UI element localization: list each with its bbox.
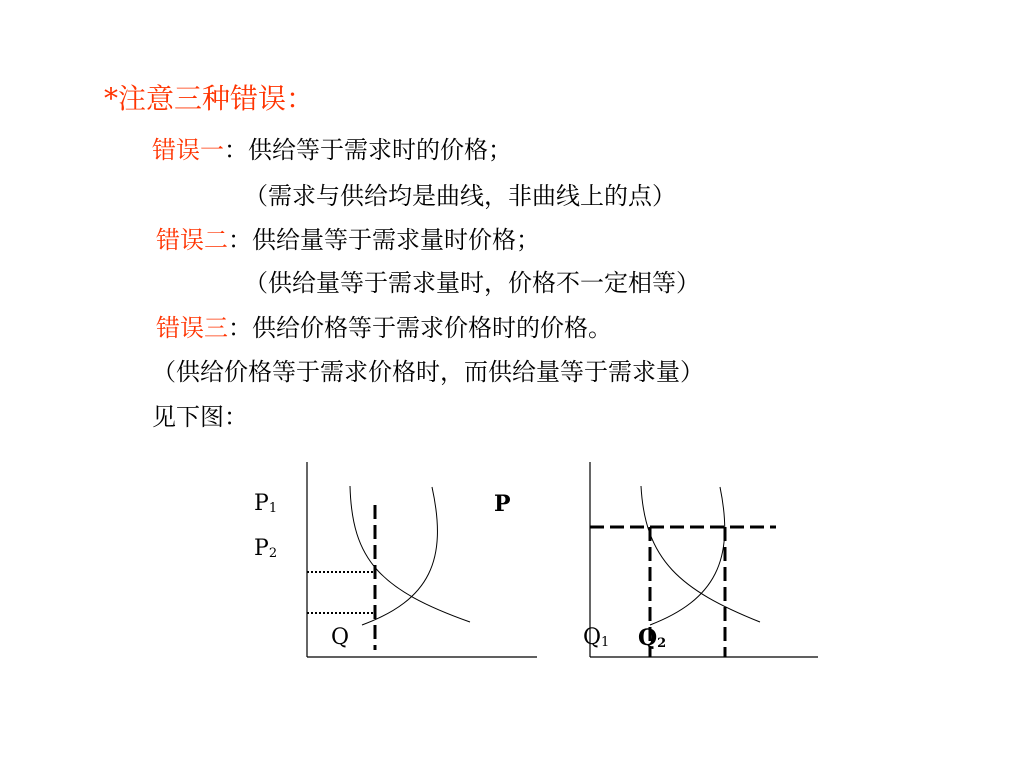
label-p1-sub: 1	[268, 501, 278, 516]
error-2-text: ：供给量等于需求量时价格；	[228, 226, 540, 254]
label-q2-main: Q	[638, 625, 658, 651]
left-demand-curve	[350, 486, 470, 622]
label-p2-sub: 2	[268, 546, 278, 561]
heading: *注意三种错误：	[104, 82, 315, 115]
label-p: P	[494, 491, 511, 517]
error-3-text: ：供给价格等于需求价格时的价格。	[228, 314, 612, 342]
right-demand-curve	[641, 486, 760, 622]
error-1-note: （需求与供给均是曲线，非曲线上的点）	[244, 182, 676, 210]
label-p2-main: P	[254, 536, 269, 561]
error-2-label: 错误二	[156, 226, 228, 254]
left-diagram	[307, 462, 537, 657]
error-1-text: ：供给等于需求时的价格；	[224, 136, 512, 164]
error-2-note: （供给量等于需求量时，价格不一定相等）	[244, 269, 700, 297]
right-diagram	[590, 462, 818, 657]
see-figure: 见下图：	[152, 403, 248, 431]
error-1-label: 错误一	[152, 136, 224, 164]
label-q1-sub: 1	[601, 635, 610, 650]
label-q: Q	[331, 625, 350, 650]
error-3-label: 错误三	[156, 314, 228, 342]
error-3-note: （供给价格等于需求价格时，而供给量等于需求量）	[152, 358, 704, 386]
label-q2-sub: 2	[657, 636, 667, 651]
label-q1-main: Q	[583, 625, 602, 650]
label-p1-main: P	[254, 491, 269, 516]
